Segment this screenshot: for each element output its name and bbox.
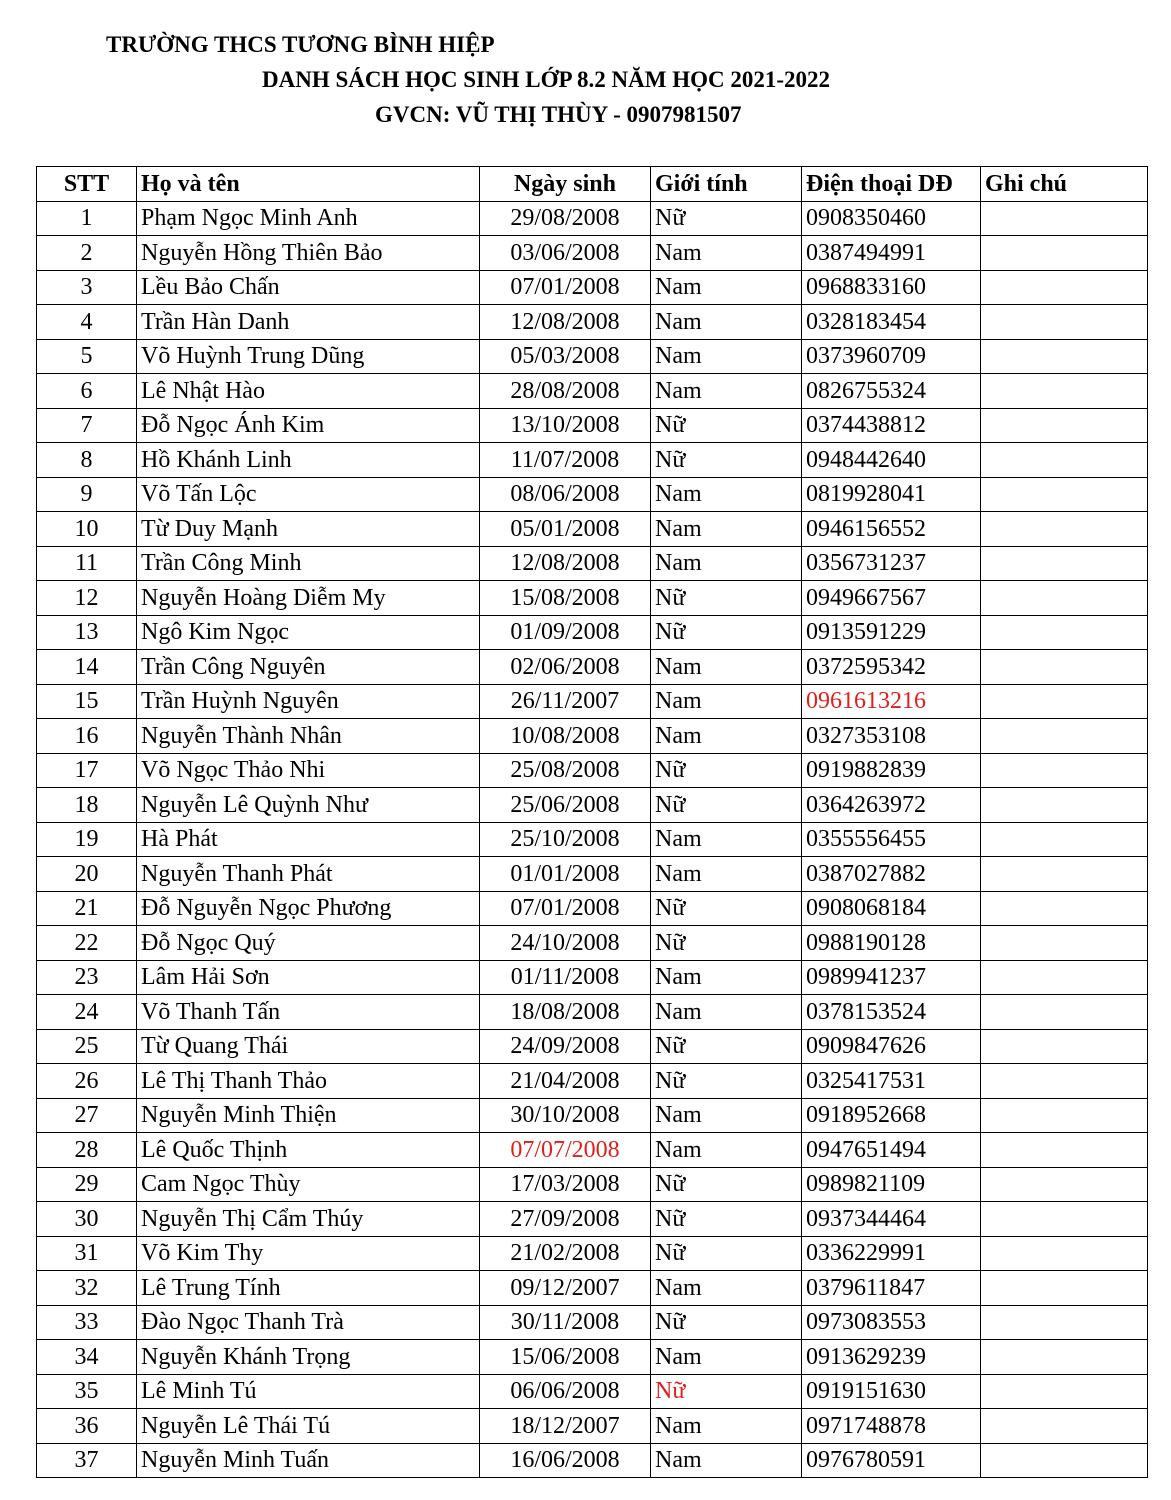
cell-stt: 28 bbox=[37, 1133, 137, 1168]
cell-dob: 28/08/2008 bbox=[480, 374, 651, 409]
cell-phone: 0325417531 bbox=[802, 1064, 981, 1099]
cell-name: Nguyễn Lê Quỳnh Như bbox=[137, 788, 480, 823]
cell-phone: 0378153524 bbox=[802, 995, 981, 1030]
cell-gender: Nữ bbox=[651, 408, 802, 443]
cell-phone: 0947651494 bbox=[802, 1133, 981, 1168]
cell-stt: 13 bbox=[37, 615, 137, 650]
cell-note bbox=[981, 891, 1148, 926]
cell-phone: 0387494991 bbox=[802, 236, 981, 271]
cell-note bbox=[981, 443, 1148, 478]
cell-gender: Nam bbox=[651, 960, 802, 995]
col-header-phone: Điện thoại DĐ bbox=[802, 167, 981, 202]
cell-phone: 0372595342 bbox=[802, 650, 981, 685]
cell-gender: Nam bbox=[651, 1409, 802, 1444]
cell-dob: 30/10/2008 bbox=[480, 1098, 651, 1133]
cell-phone: 0949667567 bbox=[802, 581, 981, 616]
cell-name: Lê Trung Tính bbox=[137, 1271, 480, 1306]
cell-gender: Nam bbox=[651, 1443, 802, 1478]
cell-stt: 10 bbox=[37, 512, 137, 547]
table-row bbox=[37, 374, 1148, 409]
cell-stt: 37 bbox=[37, 1443, 137, 1478]
cell-dob: 01/09/2008 bbox=[480, 615, 651, 650]
cell-note bbox=[981, 1064, 1148, 1099]
cell-gender: Nam bbox=[651, 1271, 802, 1306]
cell-phone: 0937344464 bbox=[802, 1202, 981, 1237]
cell-stt: 12 bbox=[37, 581, 137, 616]
table-row bbox=[37, 753, 1148, 788]
cell-dob: 13/10/2008 bbox=[480, 408, 651, 443]
cell-name: Ngô Kim Ngọc bbox=[137, 615, 480, 650]
table-row bbox=[37, 788, 1148, 823]
cell-stt: 3 bbox=[37, 270, 137, 305]
cell-note bbox=[981, 546, 1148, 581]
cell-phone: 0826755324 bbox=[802, 374, 981, 409]
cell-gender: Nam bbox=[651, 1098, 802, 1133]
cell-name: Võ Thanh Tấn bbox=[137, 995, 480, 1030]
table-row bbox=[37, 1098, 1148, 1133]
cell-gender: Nam bbox=[651, 684, 802, 719]
cell-phone: 0948442640 bbox=[802, 443, 981, 478]
table-row bbox=[37, 477, 1148, 512]
cell-stt: 29 bbox=[37, 1167, 137, 1202]
cell-stt: 31 bbox=[37, 1236, 137, 1271]
table-row bbox=[37, 305, 1148, 340]
cell-stt: 24 bbox=[37, 995, 137, 1030]
cell-dob: 27/09/2008 bbox=[480, 1202, 651, 1237]
cell-gender: Nam bbox=[651, 719, 802, 754]
cell-name: Võ Tấn Lộc bbox=[137, 477, 480, 512]
cell-phone: 0908068184 bbox=[802, 891, 981, 926]
cell-gender: Nam bbox=[651, 374, 802, 409]
cell-name: Từ Quang Thái bbox=[137, 1029, 480, 1064]
table-row bbox=[37, 1064, 1148, 1099]
cell-phone: 0989821109 bbox=[802, 1167, 981, 1202]
cell-phone: 0374438812 bbox=[802, 408, 981, 443]
cell-dob: 12/08/2008 bbox=[480, 546, 651, 581]
cell-dob: 25/10/2008 bbox=[480, 822, 651, 857]
cell-stt: 26 bbox=[37, 1064, 137, 1099]
cell-name: Phạm Ngọc Minh Anh bbox=[137, 201, 480, 236]
cell-phone: 0976780591 bbox=[802, 1443, 981, 1478]
cell-dob: 18/12/2007 bbox=[480, 1409, 651, 1444]
cell-note bbox=[981, 512, 1148, 547]
table-row bbox=[37, 408, 1148, 443]
cell-dob: 25/06/2008 bbox=[480, 788, 651, 823]
cell-dob: 16/06/2008 bbox=[480, 1443, 651, 1478]
table-row bbox=[37, 236, 1148, 271]
cell-stt: 22 bbox=[37, 926, 137, 961]
cell-name: Đào Ngọc Thanh Trà bbox=[137, 1305, 480, 1340]
cell-gender: Nam bbox=[651, 546, 802, 581]
cell-name: Võ Ngọc Thảo Nhi bbox=[137, 753, 480, 788]
table-row bbox=[37, 270, 1148, 305]
cell-note bbox=[981, 305, 1148, 340]
cell-gender: Nữ bbox=[651, 788, 802, 823]
cell-gender: Nam bbox=[651, 236, 802, 271]
cell-dob: 03/06/2008 bbox=[480, 236, 651, 271]
cell-gender: Nam bbox=[651, 270, 802, 305]
cell-gender: Nam bbox=[651, 1340, 802, 1375]
cell-phone: 0373960709 bbox=[802, 339, 981, 374]
cell-name: Hà Phát bbox=[137, 822, 480, 857]
cell-note bbox=[981, 1443, 1148, 1478]
table-row bbox=[37, 1133, 1148, 1168]
cell-phone: 0919882839 bbox=[802, 753, 981, 788]
cell-note bbox=[981, 1098, 1148, 1133]
col-header-stt: STT bbox=[37, 167, 137, 202]
cell-stt: 21 bbox=[37, 891, 137, 926]
col-header-note: Ghi chú bbox=[981, 167, 1148, 202]
cell-name: Trần Công Minh bbox=[137, 546, 480, 581]
cell-gender: Nữ bbox=[651, 443, 802, 478]
table-row bbox=[37, 1271, 1148, 1306]
cell-dob: 01/11/2008 bbox=[480, 960, 651, 995]
cell-gender: Nữ bbox=[651, 615, 802, 650]
cell-phone: 0379611847 bbox=[802, 1271, 981, 1306]
list-title: DANH SÁCH HỌC SINH LỚP 8.2 NĂM HỌC 2021-2022 bbox=[262, 67, 830, 92]
cell-gender: Nữ bbox=[651, 1305, 802, 1340]
cell-dob: 05/01/2008 bbox=[480, 512, 651, 547]
cell-note bbox=[981, 270, 1148, 305]
cell-name: Lều Bảo Chấn bbox=[137, 270, 480, 305]
cell-phone: 0336229991 bbox=[802, 1236, 981, 1271]
cell-name: Lê Nhật Hào bbox=[137, 374, 480, 409]
cell-note bbox=[981, 1029, 1148, 1064]
col-header-name: Họ và tên bbox=[137, 167, 480, 202]
cell-note bbox=[981, 1305, 1148, 1340]
table-row bbox=[37, 339, 1148, 374]
cell-gender: Nữ bbox=[651, 1064, 802, 1099]
cell-phone: 0973083553 bbox=[802, 1305, 981, 1340]
cell-dob: 15/08/2008 bbox=[480, 581, 651, 616]
cell-name: Nguyễn Thị Cẩm Thúy bbox=[137, 1202, 480, 1237]
student-table bbox=[36, 166, 1148, 1478]
cell-phone: 0328183454 bbox=[802, 305, 981, 340]
cell-dob: 06/06/2008 bbox=[480, 1374, 651, 1409]
cell-gender: Nữ bbox=[651, 926, 802, 961]
cell-note bbox=[981, 1167, 1148, 1202]
cell-note bbox=[981, 581, 1148, 616]
cell-phone: 0946156552 bbox=[802, 512, 981, 547]
table-row bbox=[37, 822, 1148, 857]
cell-gender: Nam bbox=[651, 512, 802, 547]
table-row bbox=[37, 1167, 1148, 1202]
table-row bbox=[37, 443, 1148, 478]
cell-stt: 33 bbox=[37, 1305, 137, 1340]
cell-dob: 26/11/2007 bbox=[480, 684, 651, 719]
cell-phone: 0913591229 bbox=[802, 615, 981, 650]
cell-stt: 34 bbox=[37, 1340, 137, 1375]
cell-phone: 0961613216 bbox=[802, 684, 981, 719]
cell-gender: Nam bbox=[651, 305, 802, 340]
cell-dob: 18/08/2008 bbox=[480, 995, 651, 1030]
cell-stt: 23 bbox=[37, 960, 137, 995]
cell-name: Lê Thị Thanh Thảo bbox=[137, 1064, 480, 1099]
cell-stt: 5 bbox=[37, 339, 137, 374]
cell-gender: Nữ bbox=[651, 1236, 802, 1271]
cell-stt: 9 bbox=[37, 477, 137, 512]
cell-note bbox=[981, 650, 1148, 685]
cell-phone: 0387027882 bbox=[802, 857, 981, 892]
table-row bbox=[37, 615, 1148, 650]
cell-stt: 27 bbox=[37, 1098, 137, 1133]
cell-gender: Nam bbox=[651, 857, 802, 892]
table-row bbox=[37, 201, 1148, 236]
cell-stt: 2 bbox=[37, 236, 137, 271]
table-row bbox=[37, 512, 1148, 547]
table-header-row bbox=[37, 167, 1148, 202]
cell-dob: 01/01/2008 bbox=[480, 857, 651, 892]
cell-stt: 20 bbox=[37, 857, 137, 892]
table-row bbox=[37, 1202, 1148, 1237]
cell-note bbox=[981, 788, 1148, 823]
cell-note bbox=[981, 995, 1148, 1030]
table-row bbox=[37, 857, 1148, 892]
cell-gender: Nữ bbox=[651, 1374, 802, 1409]
cell-name: Võ Kim Thy bbox=[137, 1236, 480, 1271]
cell-stt: 32 bbox=[37, 1271, 137, 1306]
cell-name: Nguyễn Thanh Phát bbox=[137, 857, 480, 892]
cell-gender: Nữ bbox=[651, 753, 802, 788]
table-row bbox=[37, 926, 1148, 961]
table-row bbox=[37, 650, 1148, 685]
cell-stt: 35 bbox=[37, 1374, 137, 1409]
cell-dob: 29/08/2008 bbox=[480, 201, 651, 236]
table-row bbox=[37, 960, 1148, 995]
cell-note bbox=[981, 408, 1148, 443]
cell-dob: 08/06/2008 bbox=[480, 477, 651, 512]
cell-gender: Nam bbox=[651, 995, 802, 1030]
cell-phone: 0913629239 bbox=[802, 1340, 981, 1375]
cell-dob: 15/06/2008 bbox=[480, 1340, 651, 1375]
cell-gender: Nữ bbox=[651, 1029, 802, 1064]
cell-note bbox=[981, 339, 1148, 374]
cell-dob: 24/10/2008 bbox=[480, 926, 651, 961]
cell-phone: 0364263972 bbox=[802, 788, 981, 823]
cell-phone: 0968833160 bbox=[802, 270, 981, 305]
cell-stt: 17 bbox=[37, 753, 137, 788]
homeroom-teacher: GVCN: VŨ THỊ THÙY - 0907981507 bbox=[375, 102, 742, 127]
cell-gender: Nam bbox=[651, 1133, 802, 1168]
cell-name: Nguyễn Minh Tuấn bbox=[137, 1443, 480, 1478]
table-row bbox=[37, 1340, 1148, 1375]
cell-gender: Nữ bbox=[651, 1202, 802, 1237]
cell-note bbox=[981, 684, 1148, 719]
cell-stt: 1 bbox=[37, 201, 137, 236]
cell-note bbox=[981, 960, 1148, 995]
cell-note bbox=[981, 1133, 1148, 1168]
cell-note bbox=[981, 1340, 1148, 1375]
cell-name: Đỗ Nguyễn Ngọc Phương bbox=[137, 891, 480, 926]
cell-dob: 21/04/2008 bbox=[480, 1064, 651, 1099]
cell-gender: Nữ bbox=[651, 581, 802, 616]
cell-stt: 15 bbox=[37, 684, 137, 719]
cell-name: Nguyễn Hoàng Diễm My bbox=[137, 581, 480, 616]
table-row bbox=[37, 1409, 1148, 1444]
cell-name: Đỗ Ngọc Ánh Kim bbox=[137, 408, 480, 443]
cell-gender: Nữ bbox=[651, 1167, 802, 1202]
cell-dob: 17/03/2008 bbox=[480, 1167, 651, 1202]
cell-name: Trần Công Nguyên bbox=[137, 650, 480, 685]
cell-name: Trần Huỳnh Nguyên bbox=[137, 684, 480, 719]
cell-name: Đỗ Ngọc Quý bbox=[137, 926, 480, 961]
cell-stt: 4 bbox=[37, 305, 137, 340]
cell-phone: 0988190128 bbox=[802, 926, 981, 961]
cell-phone: 0909847626 bbox=[802, 1029, 981, 1064]
table-row bbox=[37, 995, 1148, 1030]
cell-dob: 24/09/2008 bbox=[480, 1029, 651, 1064]
cell-dob: 07/07/2008 bbox=[480, 1133, 651, 1168]
col-header-dob: Ngày sinh bbox=[480, 167, 651, 202]
cell-phone: 0356731237 bbox=[802, 546, 981, 581]
cell-phone: 0908350460 bbox=[802, 201, 981, 236]
cell-stt: 25 bbox=[37, 1029, 137, 1064]
cell-stt: 36 bbox=[37, 1409, 137, 1444]
cell-dob: 30/11/2008 bbox=[480, 1305, 651, 1340]
cell-dob: 02/06/2008 bbox=[480, 650, 651, 685]
cell-note bbox=[981, 1236, 1148, 1271]
cell-gender: Nam bbox=[651, 339, 802, 374]
table-row bbox=[37, 1029, 1148, 1064]
cell-dob: 05/03/2008 bbox=[480, 339, 651, 374]
cell-note bbox=[981, 201, 1148, 236]
cell-phone: 0919151630 bbox=[802, 1374, 981, 1409]
cell-dob: 25/08/2008 bbox=[480, 753, 651, 788]
cell-stt: 6 bbox=[37, 374, 137, 409]
cell-name: Nguyễn Lê Thái Tú bbox=[137, 1409, 480, 1444]
cell-name: Nguyễn Hồng Thiên Bảo bbox=[137, 236, 480, 271]
cell-stt: 19 bbox=[37, 822, 137, 857]
cell-phone: 0327353108 bbox=[802, 719, 981, 754]
table-row bbox=[37, 1305, 1148, 1340]
cell-name: Lê Minh Tú bbox=[137, 1374, 480, 1409]
cell-phone: 0918952668 bbox=[802, 1098, 981, 1133]
school-name: TRƯỜNG THCS TƯƠNG BÌNH HIỆP bbox=[106, 32, 495, 57]
cell-phone: 0971748878 bbox=[802, 1409, 981, 1444]
cell-note bbox=[981, 1202, 1148, 1237]
cell-name: Cam Ngọc Thùy bbox=[137, 1167, 480, 1202]
cell-gender: Nam bbox=[651, 477, 802, 512]
cell-dob: 09/12/2007 bbox=[480, 1271, 651, 1306]
table-row bbox=[37, 891, 1148, 926]
cell-stt: 8 bbox=[37, 443, 137, 478]
table-row bbox=[37, 546, 1148, 581]
table-row bbox=[37, 684, 1148, 719]
cell-gender: Nam bbox=[651, 650, 802, 685]
cell-note bbox=[981, 615, 1148, 650]
cell-gender: Nữ bbox=[651, 891, 802, 926]
cell-note bbox=[981, 1374, 1148, 1409]
cell-note bbox=[981, 822, 1148, 857]
cell-name: Nguyễn Minh Thiện bbox=[137, 1098, 480, 1133]
cell-name: Hồ Khánh Linh bbox=[137, 443, 480, 478]
table-row bbox=[37, 1236, 1148, 1271]
cell-phone: 0819928041 bbox=[802, 477, 981, 512]
cell-note bbox=[981, 1409, 1148, 1444]
cell-stt: 7 bbox=[37, 408, 137, 443]
cell-note bbox=[981, 719, 1148, 754]
cell-note bbox=[981, 857, 1148, 892]
table-row bbox=[37, 1443, 1148, 1478]
cell-dob: 07/01/2008 bbox=[480, 891, 651, 926]
table-row bbox=[37, 1374, 1148, 1409]
cell-name: Trần Hàn Danh bbox=[137, 305, 480, 340]
cell-name: Lâm Hải Sơn bbox=[137, 960, 480, 995]
cell-dob: 10/08/2008 bbox=[480, 719, 651, 754]
cell-stt: 11 bbox=[37, 546, 137, 581]
cell-name: Nguyễn Thành Nhân bbox=[137, 719, 480, 754]
cell-dob: 21/02/2008 bbox=[480, 1236, 651, 1271]
table-row bbox=[37, 719, 1148, 754]
cell-phone: 0355556455 bbox=[802, 822, 981, 857]
cell-note bbox=[981, 926, 1148, 961]
cell-stt: 16 bbox=[37, 719, 137, 754]
cell-note bbox=[981, 753, 1148, 788]
cell-name: Lê Quốc Thịnh bbox=[137, 1133, 480, 1168]
cell-name: Từ Duy Mạnh bbox=[137, 512, 480, 547]
cell-dob: 11/07/2008 bbox=[480, 443, 651, 478]
cell-stt: 14 bbox=[37, 650, 137, 685]
cell-gender: Nam bbox=[651, 822, 802, 857]
cell-name: Nguyễn Khánh Trọng bbox=[137, 1340, 480, 1375]
col-header-gender: Giới tính bbox=[651, 167, 802, 202]
cell-note bbox=[981, 1271, 1148, 1306]
cell-name: Võ Huỳnh Trung Dũng bbox=[137, 339, 480, 374]
cell-gender: Nữ bbox=[651, 201, 802, 236]
cell-dob: 07/01/2008 bbox=[480, 270, 651, 305]
cell-stt: 30 bbox=[37, 1202, 137, 1237]
cell-stt: 18 bbox=[37, 788, 137, 823]
cell-note bbox=[981, 236, 1148, 271]
cell-phone: 0989941237 bbox=[802, 960, 981, 995]
cell-dob: 12/08/2008 bbox=[480, 305, 651, 340]
cell-note bbox=[981, 374, 1148, 409]
cell-note bbox=[981, 477, 1148, 512]
table-row bbox=[37, 581, 1148, 616]
